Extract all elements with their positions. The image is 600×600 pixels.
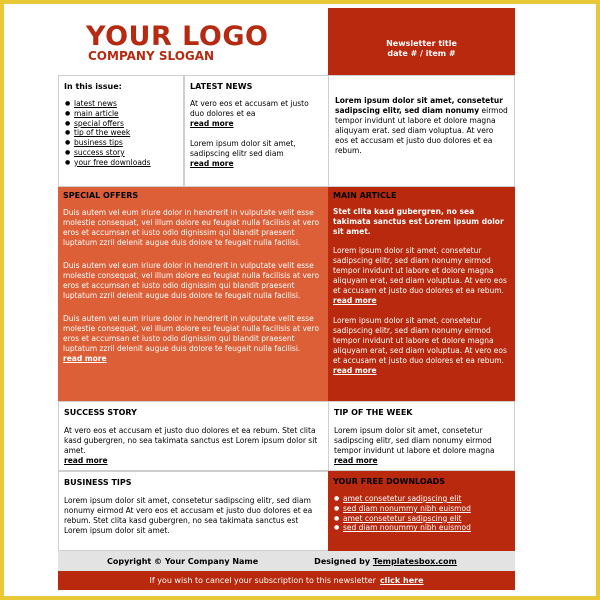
success-story-text: At vero eos et accusam et justo duo dolores et ea rebum. Stet clita kasd gubergren, no sea takimata sanctus est Lorem ipsum dolor sit amet.: [64, 426, 318, 455]
issue-item[interactable]: ● your free downloads: [74, 158, 178, 168]
intro-bold-text: Lorem ipsum dolor sit amet, consetetur sadipscing elitr, sed diam: [335, 96, 503, 115]
main-article-lead: Stet clita kasd gubergren, no sea takimata sanctus est Lorem ipsum dolor sit amet.: [333, 207, 504, 236]
issue-item[interactable]: ● tip of the week: [74, 128, 178, 138]
download-item[interactable]: ● amet consetetur sadipscing elit: [343, 514, 510, 524]
footer-copyright: Copyright © Your Company Name: [107, 556, 259, 566]
downloads-list: [333, 494, 510, 533]
footer-designed-by: [314, 557, 457, 566]
intro-box: [328, 75, 515, 187]
intro-bold-tail: nonumy: [445, 106, 480, 115]
special-offers-box: [58, 187, 329, 401]
business-tips-box: [58, 471, 329, 551]
latest-news-read-more-2[interactable]: read more: [190, 159, 234, 168]
company-slogan: COMPANY SLOGAN: [88, 49, 215, 63]
main-article-read-more-1[interactable]: read more: [333, 296, 377, 305]
free-downloads-title: YOUR FREE DOWNLOADS: [333, 477, 446, 486]
issue-item[interactable]: ● business tips: [74, 138, 178, 148]
designed-by-link[interactable]: Templatesbox.com: [372, 556, 457, 566]
main-article-text-1: Lorem ipsum dolor sit amet, consetetur sadipscing elitr, sed diam nonumy eirmod tempor invidunt ut labore et dolore magna aliquyam erat, sed diam voluptua. At vero eos et accusam et justo duo dolores et ea rebum.: [333, 246, 507, 295]
issue-item[interactable]: ● special offers: [74, 119, 178, 129]
issue-item[interactable]: ● success story: [74, 148, 178, 158]
special-offers-title: SPECIAL OFFERS: [63, 191, 139, 200]
tip-of-week-read-more[interactable]: read more: [334, 456, 378, 465]
latest-news-text-1: At vero eos et accusam et justo duo dolores et ea: [190, 99, 309, 118]
free-downloads-box: [328, 471, 515, 551]
latest-news-read-more-1[interactable]: read more: [190, 119, 234, 128]
main-article-title: MAIN ARTICLE: [333, 191, 397, 200]
footer-bar: [58, 551, 515, 571]
special-offers-text-1: Duis autem vel eum iriure dolor in hendrerit in vulputate velit esse molestie consequat, vel illum dolore eu feugiat nulla facilisis at vero eros et accumsan et iusto odio dignissim qui blandit praesent luptatum zzril delenit augue duis dolore te feugait nulla facilisi.: [63, 208, 320, 247]
download-item[interactable]: ● amet consetetur sadipscing elit: [343, 494, 510, 504]
special-offers-text-3: Duis autem vel eum iriure dolor in hendrerit in vulputate velit esse molestie consequat, vel illum dolore eu feugiat nulla facilisis at vero eros et accumsan et iusto odio dignissim qui blandit praesent luptatum zzril delenit augue duis dolore te feugait nulla facilisi.: [63, 314, 320, 353]
business-tips-title: BUSINESS TIPS: [64, 478, 132, 487]
main-article-read-more-2[interactable]: read more: [333, 366, 377, 375]
newsletter-title: Newsletter title: [386, 39, 457, 48]
in-this-issue-title: In this issue:: [64, 82, 122, 91]
main-article-text-2: Lorem ipsum dolor sit amet, consetetur sadipscing elitr, sed diam nonumy eirmod tempor invidunt ut labore et dolore magna aliquyam erat, sed diam voluptua. At vero eos et accusam et justo duo dolores et ea rebum.: [333, 316, 507, 365]
latest-news-text-2: Lorem ipsum dolor sit amet, sadipscing elitr sed diam: [190, 139, 296, 158]
issue-list: [64, 99, 178, 168]
designed-by-label: Designed by: [314, 556, 373, 566]
cancel-bar: [58, 571, 515, 590]
download-item[interactable]: ● sed diam nonummy nibh euismod: [343, 523, 510, 533]
newsletter-title-box: [328, 8, 515, 76]
tip-of-week-body: Lorem ipsum dolor sit amet, consetetur sadipscing elitr, sed diam nonumy eirmod tempor invidunt ut labore et dolore magna: [334, 426, 495, 455]
tip-of-week-box: [328, 401, 515, 471]
latest-news-box: [184, 75, 329, 187]
issue-item[interactable]: ● latest news: [74, 99, 178, 109]
cancel-click-here-link[interactable]: click here: [379, 576, 424, 585]
special-offers-text-2: Duis autem vel eum iriure dolor in hendrerit in vulputate velit esse molestie consequat, vel illum dolore eu feugiat nulla facilisis at vero eros et accumsan et iusto odio dignissim qui blandit praesent luptatum zzril delenit augue duis dolore te feugait nulla facilisi.: [63, 261, 320, 300]
intro-body-text: eirmod tempor invidunt ut labore et dolore magna aliquyam erat. sed diam voluptua. At vero eos et accusam et justo duo dolores et ea rebum.: [335, 106, 508, 155]
main-article-box: [328, 187, 515, 401]
intro-text: [335, 96, 508, 156]
company-logo: YOUR LOGO: [86, 21, 269, 52]
special-offers-read-more[interactable]: read more: [63, 354, 107, 363]
cancel-text: If you wish to cancel your subscription to this newsletter: [149, 576, 376, 585]
business-tips-text: Lorem ipsum dolor sit amet, consetetur sadipscing elitr, sed diam nonumy eirmod At vero eos et accusam et justo duo dolores et ea rebum. Stet clita kasd gubergren, no sea takimata sanctus est Lorem ipsum dolor sit amet.: [64, 496, 313, 535]
newsletter-date: date # / item #: [387, 49, 456, 58]
success-story-title: SUCCESS STORY: [64, 408, 137, 417]
tip-of-week-title: TIP OF THE WEEK: [334, 408, 413, 417]
download-item[interactable]: ● sed diam nonummy nibh euismod: [343, 504, 510, 514]
latest-news-title: LATEST NEWS: [190, 82, 253, 91]
issue-item[interactable]: ● main article: [74, 109, 178, 119]
success-story-box: [58, 401, 329, 471]
tip-of-week-text: [334, 426, 509, 466]
logo-area: [58, 8, 329, 76]
newsletter-frame: [4, 4, 596, 596]
success-story-read-more[interactable]: read more: [64, 456, 108, 465]
in-this-issue-box: [58, 75, 184, 187]
